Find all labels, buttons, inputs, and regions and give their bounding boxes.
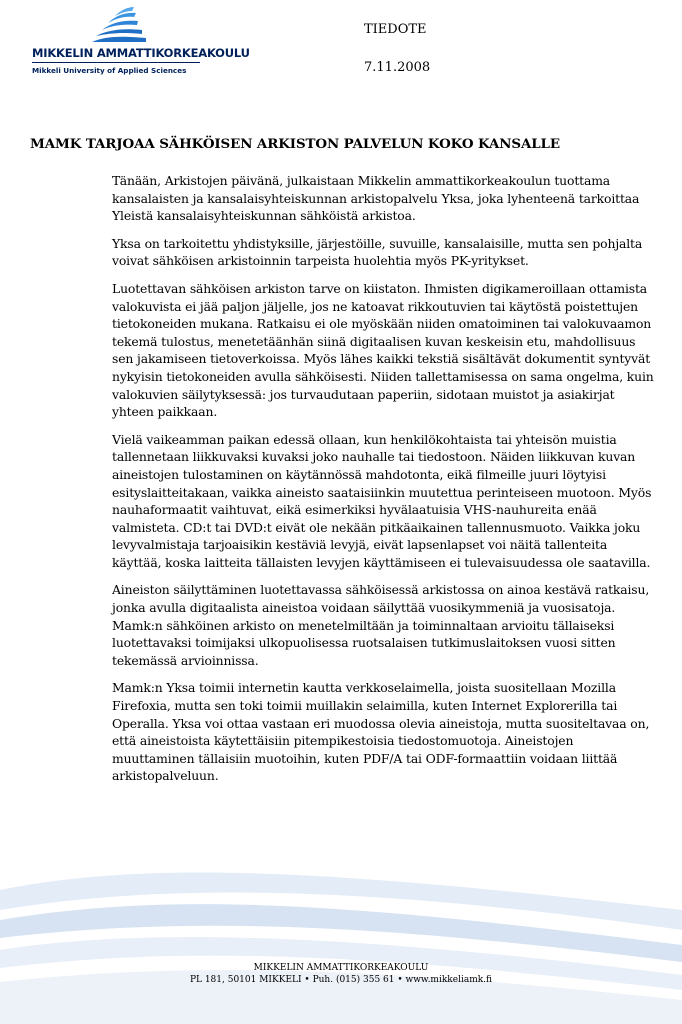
logo-divider <box>32 62 200 63</box>
document-type: TIEDOTE <box>364 22 427 37</box>
document-date: 7.11.2008 <box>364 60 431 75</box>
paragraph: Mamk:n Yksa toimii internetin kautta verkkoselaimella, joista suositellaan Mozilla Firefoxia, mutta sen toki toimii muillakin selaimilla, kuten Internet Explorerilla tai Operalla. Yksa voi ottaa vastaan eri muodossa olevia aineistoja, mutta suositeltavaa on, että aineistoista käytettäisiin pitempikestoisia tiedostomuotoja. Aineistojen muuttaminen tällaisiin muotoihin, kuten PDF/A tai ODF-formaattiin voidaan liittää arkistopalveluun. <box>112 680 650 784</box>
logo-subtitle: Mikkeli University of Applied Sciences <box>32 66 187 75</box>
footer-org: MIKKELIN AMMATTIKORKEAKOULU <box>253 963 429 973</box>
logo-name: MIKKELIN AMMATTIKORKEAKOULU <box>32 46 250 60</box>
decorative-waves <box>0 850 682 1024</box>
press-release-title: MAMK TARJOAA SÄHKÖISEN ARKISTON PALVELUN KOKO KANSALLE <box>30 136 560 152</box>
footer-contact: PL 181, 50101 MIKKELI • Puh. (015) 355 61 • www.mikkeliamk.fi <box>189 975 493 985</box>
school-logo <box>32 6 250 80</box>
paragraph: Tänään, Arkistojen päivänä, julkaistaan Mikkelin ammattikorkeakoulun tuottama kansalaisten ja kansalaisyhteiskunnan arkistopalvelu Yksa, joka lyhenteenä tarkoittaa Yleistä kansalaisyhteiskunnan sähköistä arkistoa. <box>112 173 640 224</box>
paragraph: Aineiston säilyttäminen luotettavassa sähköisessä arkistossa on ainoa kestävä ratkaisu, jonka avulla digitaalista aineistoa voidaan säilyttää vuosikymmeniä ja vuosisatoja. Mamk:n sähköinen arkisto on menetelmiltään ja toiminnaltaan arvioitu tällaiseksi luotettavaksi toimijaksi ulkopuolisessa ruotsalaisen tutkimuslaitoksen vuosi sitten tekemässä arvioinnissa. <box>112 582 650 668</box>
paragraph: Vielä vaikeamman paikan edessä ollaan, kun henkilökohtaista tai yhteisön muistia tallennetaan liikkuvaksi kuvaksi joko nauhalle tai tiedostoon. Näiden liikkuvan kuvan aineistojen tulostaminen on käytännössä mahdotonta, eikä filmeille juuri löytyisi esityslaitteitakaan, vaikka aineisto saataisiinkin muutettua perinteiseen muotoon. Myös nauhaformaatit vaihtuvat, eikä esimerkiksi hyvälaatuisia VHS-nauhureita enää valmisteta. CD:t tai DVD:t eivät ole nekään pitkäaikainen tallennusmuoto. Vaikka joku levyvalmistaja tarjoaisikin kestäviä levyjä, eivät lapsenlapset voi näitä tallenteita käyttää, koska laitteita tällaisten levyjen käyttämiseen ei tulevaisuudessa ole saatavilla. <box>112 431 652 570</box>
press-release-body <box>112 172 654 795</box>
paragraph: Luotettavan sähköisen arkiston tarve on kiistaton. Ihmisten digikameroillaan ottamista valokuvista ei jää paljon jäljelle, jos ne katoavat rikkoutuvien tai käytöstä poistettujen tietokoneiden mukana. Ratkaisu ei ole myöskään niiden omatoiminen tai valokuvaamon tekemä tulostus, menetetäänhän siinä digitaalisen kuvan keskeisin etu, mahdollisuus sen jakamiseen tietoverkoissa. Myös lähes kaikki tekstiä sisältävät dokumentit syntyvät nykyisin tietokoneiden avulla sähköisesti. Niiden tallettamisessa on sama ongelma, kuin valokuvien säilytyksessä: jos turvaudutaan paperiin, sidotaan muistot ja asiakirjat yhteen paikkaan. <box>112 280 654 420</box>
page-footer <box>0 962 682 986</box>
paragraph: Yksa on tarkoitettu yhdistyksille, järjestöille, suvuille, kansalaisille, mutta sen pohjalta voivat sähköisen arkistoinnin tarpeista huolehtia myös PK-yritykset. <box>112 235 643 269</box>
waves-logo-icon <box>88 6 150 44</box>
